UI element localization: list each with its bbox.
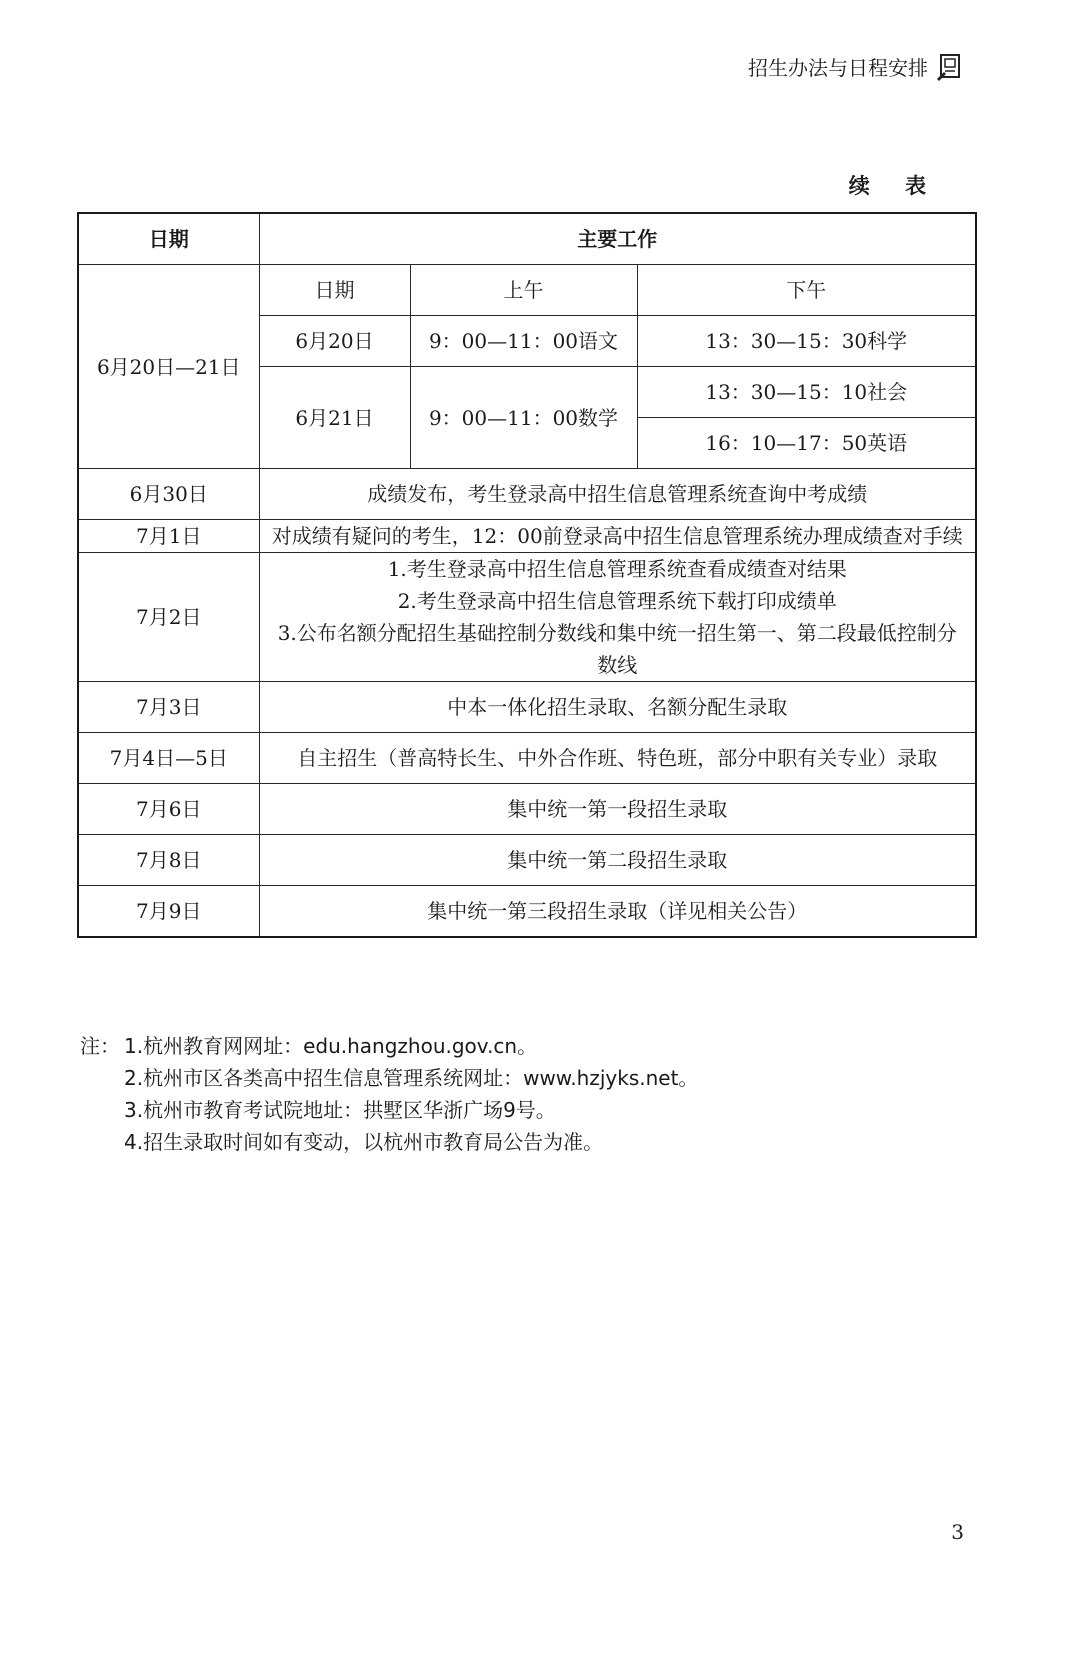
work-line: 自主招生（普高特长生、中外合作班、特色班，部分中职有关专业）录取: [297, 746, 938, 770]
work-line: 成绩发布，考生登录高中招生信息管理系统查询中考成绩: [367, 482, 868, 506]
day1-date: 6月20日: [259, 316, 410, 367]
note-item: [80, 1126, 698, 1158]
table-row: [78, 733, 976, 784]
sub-header-morning: 上午: [410, 265, 637, 316]
running-header: [748, 52, 962, 81]
day2-afternoon-1: 13：30—15：10社会: [637, 367, 976, 418]
header-date: 日期: [78, 213, 259, 265]
row-date: 7月4日—5日: [78, 733, 259, 784]
day1-afternoon: 13：30—15：30科学: [637, 316, 976, 367]
note-text: 2.杭州市区各类高中招生信息管理系统网址：www.hzjyks.net。: [124, 1066, 699, 1090]
day2-afternoon-2: 16：10—17：50英语: [637, 418, 976, 469]
table-row: [78, 520, 976, 553]
note-text: 1.杭州教育网网址：edu.hangzhou.gov.cn。: [124, 1034, 538, 1058]
row-work: [259, 520, 976, 553]
row-date: 7月9日: [78, 886, 259, 938]
note-text: 3.杭州市教育考试院地址：拱墅区华浙广场9号。: [124, 1098, 556, 1122]
row-date: 7月8日: [78, 835, 259, 886]
running-header-title: 招生办法与日程安排: [748, 56, 928, 80]
work-line: 中本一体化招生录取、名额分配生录取: [447, 695, 788, 719]
row-work: [259, 835, 976, 886]
row-date: 7月2日: [78, 553, 259, 682]
day2-date: 6月21日: [259, 367, 410, 469]
table-row: [78, 265, 976, 316]
row-work: [259, 733, 976, 784]
header-main-work: 主要工作: [259, 213, 976, 265]
row-work: [259, 886, 976, 938]
note-text: 4.招生录取时间如有变动，以杭州市教育局公告为准。: [124, 1130, 604, 1154]
row-date: 7月6日: [78, 784, 259, 835]
table-row: [78, 784, 976, 835]
day1-morning: 9：00—11：00语文: [410, 316, 637, 367]
table-row: [78, 682, 976, 733]
row-date: 7月1日: [78, 520, 259, 553]
work-line: 对成绩有疑问的考生，12：00前登录高中招生信息管理系统办理成绩查对手续: [271, 524, 963, 548]
table-header-row: [78, 213, 976, 265]
notes-prefix: 注：: [80, 1034, 120, 1058]
row-work: [259, 682, 976, 733]
page-number: 3: [951, 1520, 964, 1544]
table-caption: 续 表: [848, 173, 940, 198]
sub-header-date: 日期: [259, 265, 410, 316]
row-date: 7月3日: [78, 682, 259, 733]
book-with-pen-icon: [936, 53, 962, 81]
work-line: 1.考生登录高中招生信息管理系统查看成绩查对结果: [387, 557, 847, 581]
row-work: [259, 553, 976, 682]
work-line: 3.公布名额分配招生基础控制分数线和集中统一招生第一、第二段最低控制分数线: [277, 621, 957, 677]
exam-date-cell: 6月20日—21日: [78, 265, 259, 469]
notes: [80, 1030, 698, 1158]
row-work: [259, 784, 976, 835]
note-item: [80, 1094, 698, 1126]
row-work: [259, 469, 976, 520]
work-line: 2.考生登录高中招生信息管理系统下载打印成绩单: [397, 589, 837, 613]
row-date: 6月30日: [78, 469, 259, 520]
sub-header-afternoon: 下午: [637, 265, 976, 316]
note-item: [80, 1062, 698, 1094]
table-row: [78, 835, 976, 886]
work-line: 集中统一第一段招生录取: [507, 797, 728, 821]
note-item: [80, 1030, 698, 1062]
table-row: [78, 553, 976, 682]
work-line: 集中统一第三段招生录取（详见相关公告）: [427, 899, 808, 923]
table-row: [78, 469, 976, 520]
table-row: [78, 886, 976, 938]
day2-morning: 9：00—11：00数学: [410, 367, 637, 469]
schedule-table: [77, 212, 977, 938]
work-line: 集中统一第二段招生录取: [507, 848, 728, 872]
